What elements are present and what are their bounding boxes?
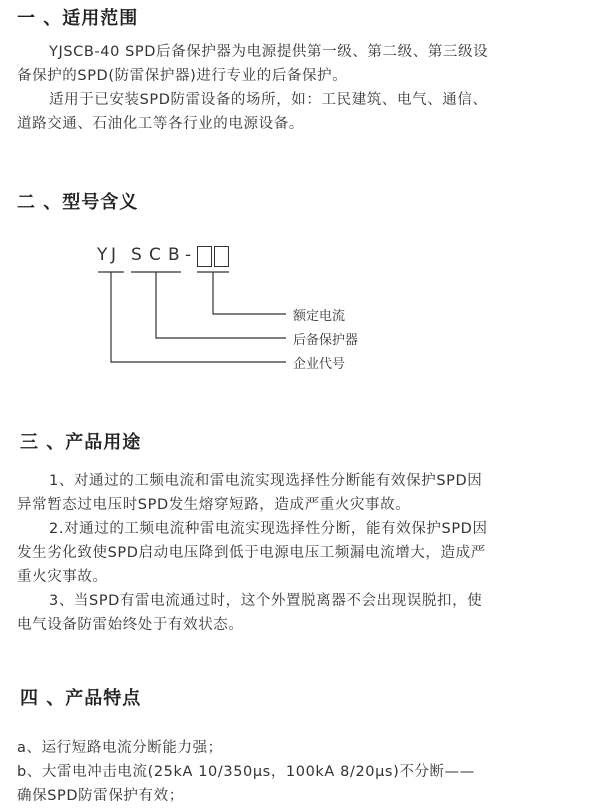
scope-line-1: YJSCB-40 SPD后备保护器为电源提供第一级、第二级、第三级设 [49,44,489,60]
usage-line-7: 电气设备防雷始终处于有效状态。 [17,617,244,633]
leader-rated-current [213,272,286,314]
feature-item-a: a、运行短路电流分断能力强； [17,740,223,756]
scope-line-3: 适用于已安装SPD防雷设备的场所，如：工民建筑、电气、通信、 [49,92,488,108]
label-rated-current: 额定电流 [293,309,346,324]
leader-backup-protector [156,272,286,338]
feature-item-b-cont: 确保SPD防雷保护有效； [17,788,184,804]
label-company-code: 企业代号 [293,357,346,372]
model-code-dash: - [185,245,192,265]
usage-line-1: 1、对通过的工频电流和雷电流实现选择性分断能有效保护SPD因 [49,473,483,489]
usage-line-4: 发生劣化致使SPD启动电压降到低于电源电压工频漏电流增大，造成严 [17,545,486,561]
section-title-model-meaning: 二 、型号含义 [17,192,139,213]
model-code-s: S [131,245,142,265]
scope-line-4: 道路交通、石油化工等各行业的电源设备。 [17,116,304,132]
scope-line-2: 备保护的SPD(防雷保护器)进行专业的后备保护。 [17,68,348,84]
usage-line-3: 2.对通过的工频电流种雷电流实现选择性分断，能有效保护SPD因 [49,521,488,537]
model-code-j: J [111,245,117,265]
usage-line-6: 3、当SPD有雷电流通过时，这个外置脱离器不会出现误脱扣，使 [49,593,483,609]
model-code-c: C [149,245,161,265]
section-title-usage: 三 、产品用途 [20,432,142,453]
usage-line-5: 重火灾事故。 [17,569,108,585]
features-list [17,736,593,808]
usage-paragraph [17,469,593,637]
model-code-b: B [168,245,180,265]
section-title-scope: 一 、适用范围 [17,8,139,29]
feature-item-b: b、大雷电冲击电流(25kA 10/350μs，100kA 8/20μs)不分断—— [17,764,475,780]
leader-company-code [111,272,286,362]
usage-line-2: 异常暂态过电压时SPD发生熔穿短路，造成严重火灾事故。 [17,497,411,513]
label-backup-protector: 后备保护器 [293,333,359,348]
section-title-features: 四 、产品特点 [20,688,142,709]
model-code-y: Y [97,245,108,265]
